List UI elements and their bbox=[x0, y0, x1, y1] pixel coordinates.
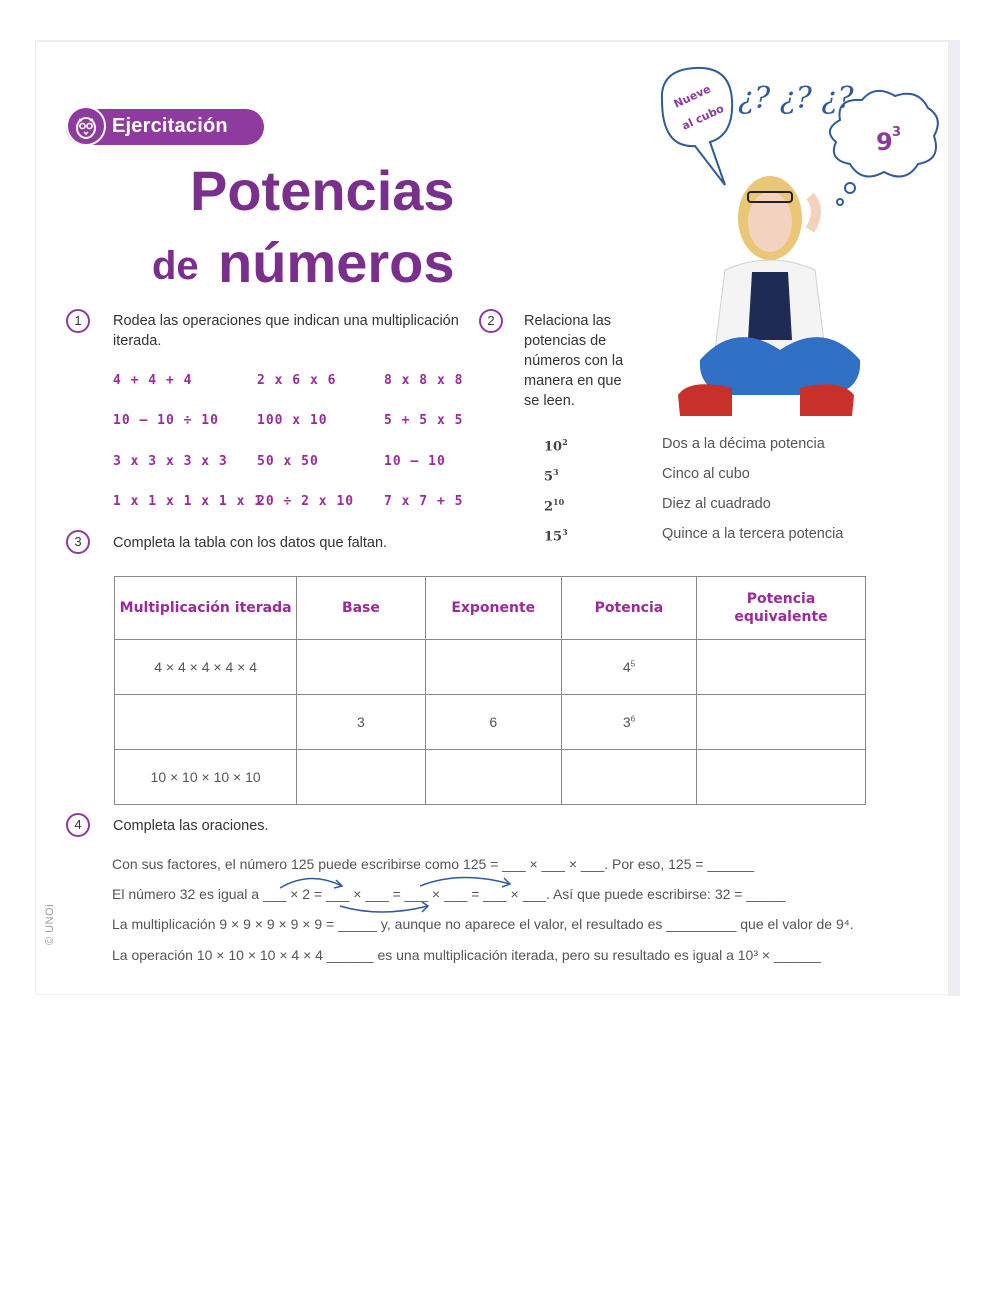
cell-power[interactable] bbox=[561, 750, 696, 805]
reading-item[interactable]: Cinco al cubo bbox=[662, 466, 750, 482]
exercise-4-instruction: Completa las oraciones. bbox=[113, 818, 269, 834]
table-header: Potencia bbox=[561, 577, 696, 640]
exercise-2-instruction-line: números con la bbox=[524, 353, 624, 369]
table-header: Base bbox=[297, 577, 425, 640]
cell-multiplication[interactable]: 4 × 4 × 4 × 4 × 4 bbox=[115, 640, 297, 695]
copyright: © UNOi bbox=[44, 903, 56, 945]
exercise-2-instruction-line: potencias de bbox=[524, 333, 607, 349]
power-item[interactable]: $5^3$ bbox=[544, 467, 559, 485]
operation-option[interactable]: 4 + 4 + 4 bbox=[113, 373, 193, 388]
section-badge bbox=[66, 109, 264, 145]
operation-option[interactable]: 20 ÷ 2 x 10 bbox=[257, 494, 355, 509]
exercise-2-instruction-line: se leen. bbox=[524, 393, 575, 409]
table-header: Multiplicación iterada bbox=[115, 577, 297, 640]
table-row bbox=[115, 695, 866, 750]
exercise-1-instruction-line2: iterada. bbox=[113, 333, 162, 349]
table-header-row bbox=[115, 577, 866, 640]
operation-option[interactable]: 3 x 3 x 3 x 3 bbox=[113, 454, 228, 469]
cell-exponent[interactable] bbox=[425, 640, 561, 695]
cell-base[interactable] bbox=[297, 750, 425, 805]
sentence-1[interactable]: Con sus factores, el número 125 puede escribirse como 125 = ___ × ___ × ___. Por eso, 125 = ______ bbox=[112, 856, 755, 872]
exercise-4-number: 4 bbox=[66, 813, 90, 837]
speech-bubble-line1: Nueve bbox=[671, 82, 713, 111]
exercise-1-number: 1 bbox=[66, 309, 90, 333]
speech-bubble-line2: al cubo bbox=[679, 101, 726, 133]
thought-exp: 3 bbox=[892, 125, 902, 140]
exercise-1-instruction-line1: Rodea las operaciones que indican una multiplicación bbox=[113, 313, 459, 329]
cell-equivalent[interactable] bbox=[696, 695, 865, 750]
operation-option[interactable]: 1 x 1 x 1 x 1 x 1 bbox=[113, 494, 264, 509]
cell-base[interactable] bbox=[297, 640, 425, 695]
sentence-4[interactable]: La operación 10 × 10 × 10 × 4 × 4 ______ es una multiplicación iterada, pero su resultado es igual a 10³ × ______ bbox=[112, 947, 821, 963]
cell-power[interactable]: $3^6$ bbox=[561, 695, 696, 750]
cell-equivalent[interactable] bbox=[696, 640, 865, 695]
page-title-line1: Potencias bbox=[190, 159, 455, 222]
sentence-3[interactable]: La multiplicación 9 × 9 × 9 × 9 × 9 = _____ y, aunque no aparece el valor, el resultado es _________ que el valor de 9⁴. bbox=[112, 916, 854, 932]
girl-sitting-icon bbox=[678, 176, 860, 416]
operation-option[interactable]: 7 x 7 + 5 bbox=[384, 494, 464, 509]
exercise-2-instruction-line: manera en que bbox=[524, 373, 622, 389]
exercise-3-instruction: Completa la tabla con los datos que faltan. bbox=[113, 535, 388, 551]
exercise-2-instruction-line: Relaciona las bbox=[524, 313, 612, 329]
table-header: Exponente bbox=[425, 577, 561, 640]
table-row bbox=[115, 750, 866, 805]
operation-option[interactable]: 10 – 10 ÷ 10 bbox=[113, 413, 219, 428]
table-row bbox=[115, 640, 866, 695]
power-item[interactable]: $15^3$ bbox=[544, 527, 568, 545]
operation-option[interactable]: 100 x 10 bbox=[257, 413, 328, 428]
sentence-2[interactable]: El número 32 es igual a ___ × 2 = ___ × ___ = ___ × ___ = ___ × ___. Así que puede escribirse: 32 = _____ bbox=[112, 886, 786, 902]
page-title-line2: números bbox=[218, 231, 455, 294]
curved-arrows bbox=[280, 868, 540, 918]
cell-exponent[interactable]: 6 bbox=[425, 695, 561, 750]
reading-item[interactable]: Diez al cuadrado bbox=[662, 496, 771, 512]
power-item[interactable]: $2^{10}$ bbox=[544, 497, 565, 515]
operation-option[interactable]: 5 + 5 x 5 bbox=[384, 413, 464, 428]
powers-table bbox=[114, 576, 866, 805]
reading-item[interactable]: Dos a la décima potencia bbox=[662, 436, 825, 452]
cell-multiplication[interactable]: 10 × 10 × 10 × 10 bbox=[115, 750, 297, 805]
question-marks-1: ¿? ¿? ¿? bbox=[738, 81, 854, 116]
operation-option[interactable]: 2 x 6 x 6 bbox=[257, 373, 337, 388]
cell-equivalent[interactable] bbox=[696, 750, 865, 805]
owl-icon bbox=[66, 106, 106, 146]
table-header: Potencia equivalente bbox=[696, 577, 865, 640]
exercise-2-number: 2 bbox=[479, 309, 503, 333]
power-item[interactable]: $10^2$ bbox=[544, 437, 568, 455]
cell-power[interactable]: $4^5$ bbox=[561, 640, 696, 695]
operation-option[interactable]: 10 – 10 bbox=[384, 454, 446, 469]
reading-item[interactable]: Quince a la tercera potencia bbox=[662, 526, 844, 542]
operation-option[interactable]: 8 x 8 x 8 bbox=[384, 373, 464, 388]
thought-base: 9 bbox=[876, 128, 893, 156]
cell-multiplication[interactable] bbox=[115, 695, 297, 750]
exercise-3-number: 3 bbox=[66, 530, 90, 554]
badge-label: Ejercitación bbox=[112, 115, 228, 137]
cell-exponent[interactable] bbox=[425, 750, 561, 805]
cell-base[interactable]: 3 bbox=[297, 695, 425, 750]
illustration bbox=[640, 60, 950, 430]
page-title-line2-prefix: de bbox=[152, 244, 199, 288]
operation-option[interactable]: 50 x 50 bbox=[257, 454, 319, 469]
